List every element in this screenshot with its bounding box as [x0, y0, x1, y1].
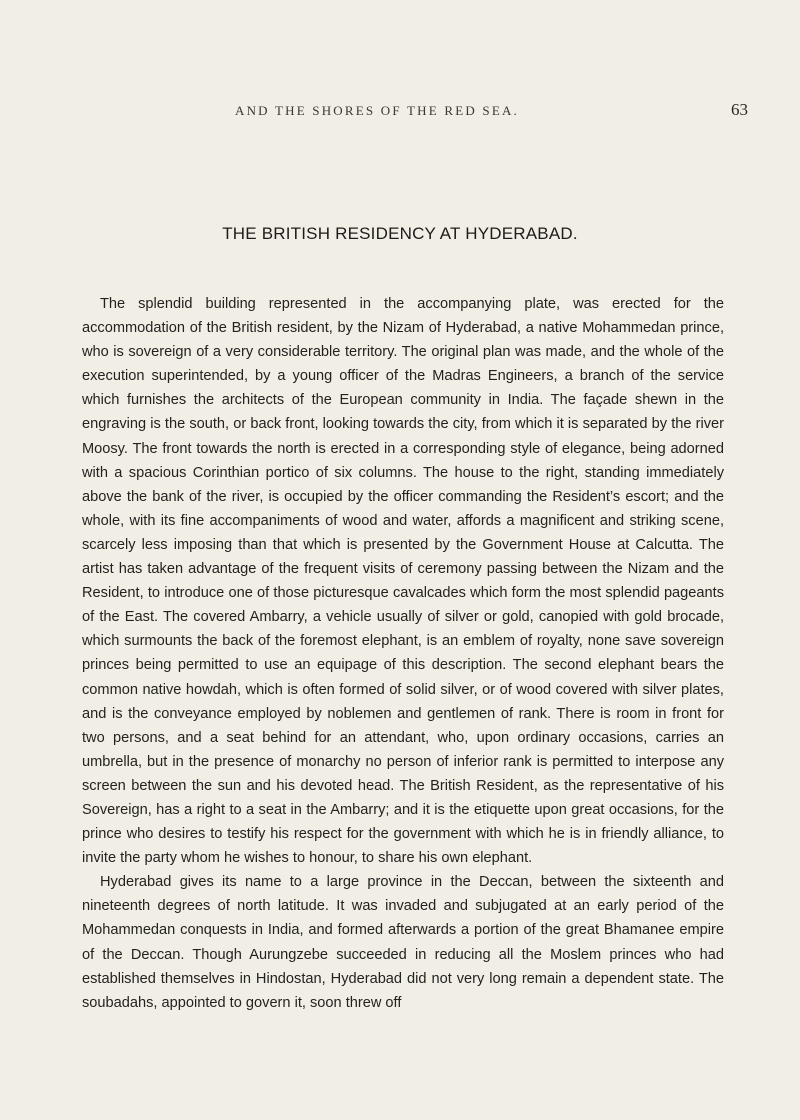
- body-text: [82, 292, 724, 1015]
- chapter-title: THE BRITISH RESIDENCY AT HYDERABAD.: [222, 224, 578, 243]
- paragraph: The splendid building represented in the accompanying plate, was erected for the accommodation of the British resident, by the Nizam of Hyderabad, a native Mohammedan prince, who is sovereign of a very considerable territory. The original plan was made, and the whole of the execution superintended, by a young officer of the Madras Engineers, a branch of the service which furnishes the architects of the European community in India. The façade shewn in the engraving is the south, or back front, looking towards the city, from which it is separated by the river Moosy. The front towards the north is erected in a corresponding style of elegance, being adorned with a spacious Corinthian portico of six columns. The house to the right, standing immediately above the bank of the river, is occupied by the officer commanding the Resident’s escort; and the whole, with its fine accompaniments of wood and water, affords a magnificent and striking scene, scarcely less imposing than that which is presented by the Government House at Calcutta. The artist has taken advantage of the frequent visits of ceremony passing between the Nizam and the Resident, to introduce one of those picturesque cavalcades which form the most splendid pageants of the East. The covered Ambarry, a vehicle usually of silver or gold, canopied with gold brocade, which surmounts the back of the foremost elephant, is an emblem of royalty, none save sovereign princes being permitted to use an equipage of this description. The second elephant bears the common native howdah, which is often formed of solid silver, or of wood covered with silver plates, and is the conveyance employed by noblemen and gentlemen of rank. There is room in front for two persons, and a seat behind for an attendant, who, upon ordinary occasions, carries an umbrella, but in the presence of monarchy no person of inferior rank is permitted to interpose any screen between the sun and his devoted head. The British Resident, as the representative of his Sovereign, has a right to a seat in the Ambarry; and it is the etiquette upon great occasions, for the prince who desires to testify his respect for the government with which he is in friendly alliance, to invite the party whom he wishes to honour, to share his own elephant.: [82, 296, 724, 867]
- running-head-title: AND THE SHORES OF THE RED SEA.: [234, 103, 519, 118]
- paragraph: Hyderabad gives its name to a large province in the Deccan, between the sixteenth and nineteenth degrees of north latitude. It was invaded and subjugated at an early period of the Mohammedan conquests in India, and formed afterwards a portion of the great Bhamanee empire of the Deccan. Though Aurungzebe succeeded in reducing all the Moslem princes who had established themselves in Hindostan, Hyderabad did not very long remain a dependent state. The soubadahs, appointed to govern it, soon threw off: [82, 874, 724, 1011]
- page-number: 63: [731, 100, 748, 119]
- running-head: [82, 100, 800, 125]
